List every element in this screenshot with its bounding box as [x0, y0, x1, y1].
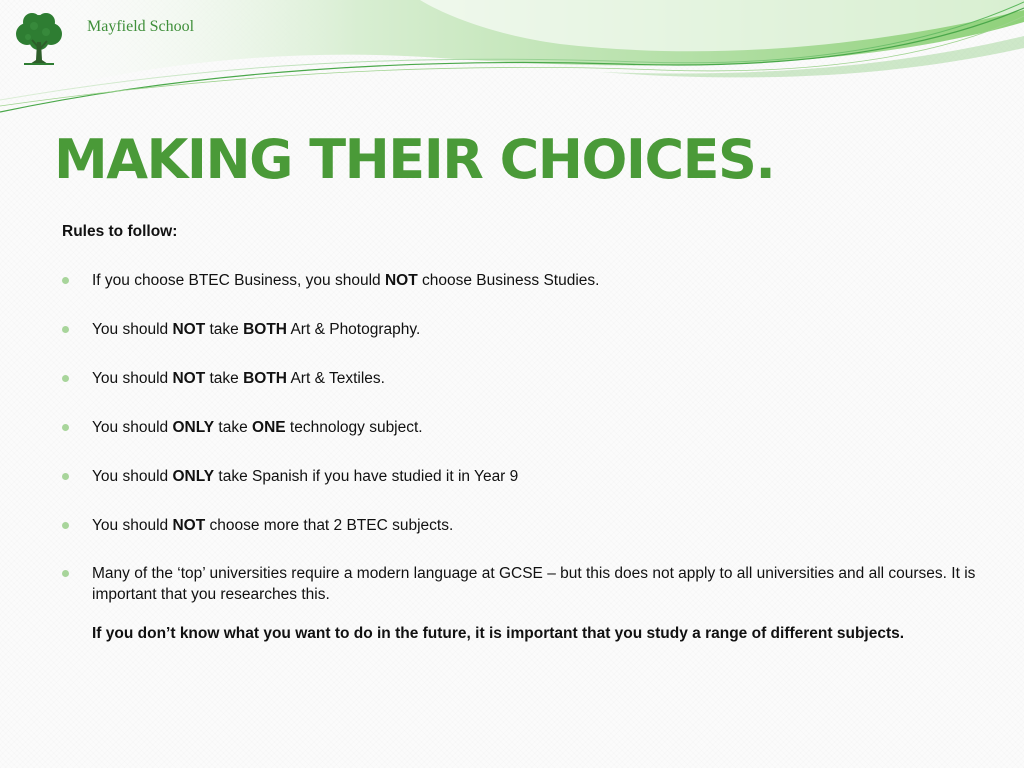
bullet-icon — [62, 277, 69, 284]
rule-item — [62, 369, 982, 390]
rule-emphasis: ONLY — [172, 418, 215, 436]
bullet-icon — [62, 522, 69, 529]
rule-text: You should — [92, 516, 173, 534]
bullet-icon — [62, 570, 69, 577]
rule-item — [62, 564, 982, 606]
rule-text: choose more that 2 BTEC subjects. — [205, 516, 454, 534]
bullet-icon — [62, 473, 69, 480]
rule-emphasis: BOTH — [243, 369, 288, 387]
rule-text: If you choose BTEC Business, you should — [92, 271, 385, 289]
bullet-icon — [62, 375, 69, 382]
bullet-icon — [62, 326, 69, 333]
rule-emphasis: NOT — [384, 271, 418, 289]
rule-emphasis: BOTH — [243, 320, 288, 338]
rule-text: You should — [92, 467, 173, 485]
rule-emphasis: NOT — [172, 369, 206, 387]
school-name: Mayfield School — [87, 18, 195, 35]
slide-title: MAKING THEIR CHOICES. — [54, 128, 775, 191]
rule-item — [62, 271, 982, 292]
rule-text: Art & Photography. — [287, 320, 421, 338]
rule-text: take — [205, 320, 244, 338]
rule-item — [62, 418, 982, 439]
rule-emphasis: NOT — [172, 516, 206, 534]
rule-emphasis: ONE — [252, 418, 286, 436]
slide-body — [62, 222, 982, 645]
rule-emphasis: NOT — [172, 320, 206, 338]
closing-note: If you don’t know what you want to do in the future, it is important that you study a range of different subjects. — [92, 625, 905, 643]
rule-emphasis: ONLY — [172, 467, 215, 485]
rule-text: You should — [92, 418, 173, 436]
rule-text: Many of the ‘top’ universities require a modern language at GCSE – but this does not apply to all universities and all courses. It is important that you researches this. — [92, 565, 976, 604]
rule-text: take — [205, 369, 244, 387]
rules-list — [62, 271, 982, 606]
tree-icon — [10, 10, 68, 68]
rules-heading: Rules to follow: — [62, 223, 178, 240]
rule-text: Art & Textiles. — [287, 369, 385, 387]
rule-text: You should — [92, 369, 173, 387]
bullet-icon — [62, 424, 69, 431]
rule-text: You should — [92, 320, 173, 338]
rule-item — [62, 467, 982, 488]
rule-text: choose Business Studies. — [417, 271, 600, 289]
rule-text: take — [214, 418, 253, 436]
rule-text: take Spanish if you have studied it in Year 9 — [214, 467, 519, 485]
rule-item — [62, 320, 982, 341]
rule-item — [62, 516, 982, 537]
rule-text: technology subject. — [285, 418, 423, 436]
